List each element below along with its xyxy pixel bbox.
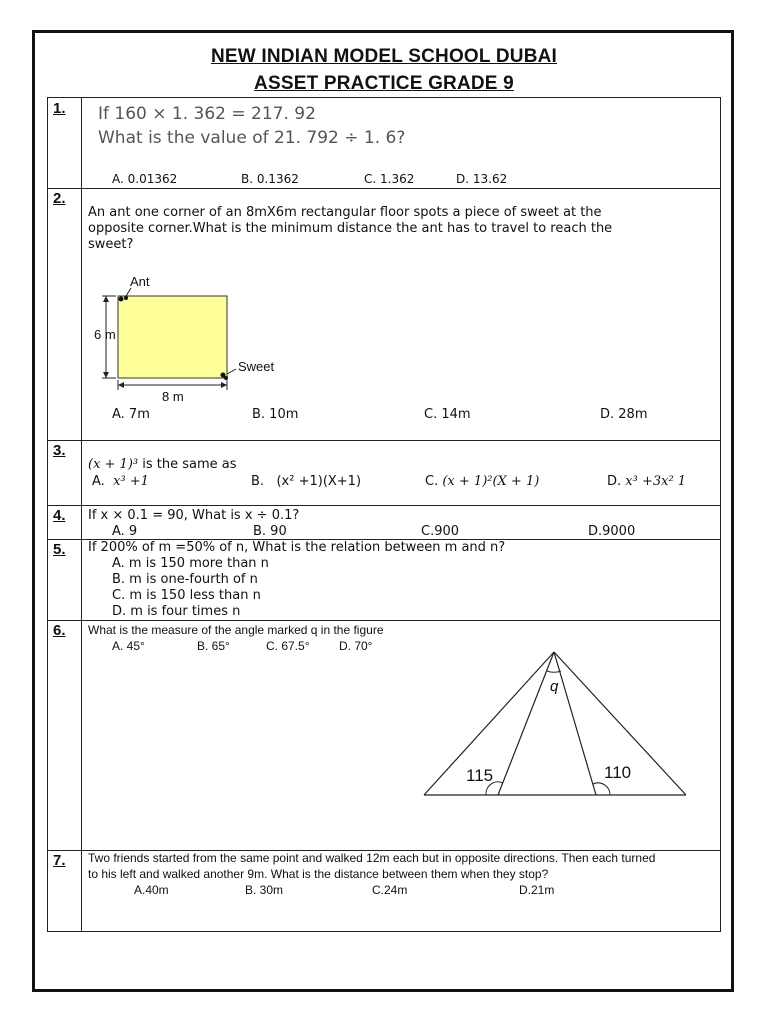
q2-option-a: A. 7m <box>112 407 150 422</box>
q5-option-d: D. m is four times n <box>112 604 241 619</box>
q1-line2: What is the value of 21. 792 ÷ 1. 6? <box>98 128 406 148</box>
q7-option-b: B. 30m <box>245 883 284 897</box>
height-arrow-top <box>103 296 109 302</box>
q3-stem-text: is the same as <box>138 457 237 472</box>
q2-floor-figure <box>90 270 290 405</box>
width-label: 8 m <box>162 389 184 404</box>
q1-option-a: A. 0.01362 <box>112 172 178 186</box>
exam-title: ASSET PRACTICE GRADE 9 <box>254 73 514 94</box>
angle-110-label: 110 <box>604 763 632 782</box>
school-title: NEW INDIAN MODEL SCHOOL DUBAI <box>210 46 558 67</box>
q1-line1: If 160 × 1. 362 = 217. 92 <box>98 104 316 124</box>
q2-text-line2: opposite corner.What is the minimum distance the ant has to travel to reach the <box>88 221 613 236</box>
q2-number: 2. <box>53 190 66 207</box>
q1-option-c: C. 1.362 <box>364 172 415 186</box>
q6-text: What is the measure of the angle marked q in the figure <box>88 623 384 637</box>
q3-option-a: A. x³ +1 <box>92 474 149 489</box>
q5-number: 5. <box>53 541 66 558</box>
ant-label: Ant <box>130 274 150 289</box>
q4-text: If x × 0.1 = 90, What is x ÷ 0.1? <box>88 508 300 523</box>
ant-icon <box>119 297 124 302</box>
q5-option-b: B. m is one-fourth of n <box>112 572 258 587</box>
q5-text: If 200% of m =50% of n, What is the relation between m and n? <box>88 540 506 555</box>
inner-line-right <box>554 652 596 795</box>
q3-option-b: B. (x² +1)(X+1) <box>251 474 362 489</box>
q6-option-d: D. 70° <box>339 639 373 653</box>
q2-text-line1: An ant one corner of an 8mX6m rectangular floor spots a piece of sweet at the <box>88 205 602 220</box>
q3-option-c: C. (x + 1)²(X + 1) <box>425 474 540 489</box>
q3-option-d: D. x³ +3x² 1 <box>607 474 687 489</box>
q2-option-c: C. 14m <box>424 407 471 422</box>
q4-number: 4. <box>53 507 66 524</box>
q1-option-d: D. 13.62 <box>456 172 508 186</box>
height-arrow-bottom <box>103 372 109 378</box>
angle-arc-top <box>547 671 561 672</box>
q4-option-d: D.9000 <box>588 524 636 539</box>
q5-option-c: C. m is 150 less than n <box>112 588 261 603</box>
inner-line-left <box>498 652 554 795</box>
q6-triangle-figure <box>420 645 690 805</box>
q4-option-c: C.900 <box>421 524 460 539</box>
floor-rectangle <box>118 296 227 378</box>
q4-option-b: B. 90 <box>253 524 287 539</box>
q6-option-b: B. 65° <box>197 639 230 653</box>
q2-text-line3: sweet? <box>88 237 134 252</box>
q1-option-b: B. 0.1362 <box>241 172 299 186</box>
q1-number: 1. <box>53 100 66 117</box>
q2-option-d: D. 28m <box>600 407 648 422</box>
q5-option-a: A. m is 150 more than n <box>112 556 269 571</box>
q3-stem <box>88 457 237 472</box>
q6-option-c: C. 67.5° <box>266 639 310 653</box>
q7-text-line1: Two friends started from the same point and walked 12m each but in opposite directions. Then each turned <box>88 851 656 865</box>
sweet-label: Sweet <box>238 359 275 374</box>
q3-stem-expression: (x + 1)³ <box>88 457 139 472</box>
q3-number: 3. <box>53 442 66 459</box>
q7-option-a: A.40m <box>134 883 169 897</box>
q6-option-a: A. 45° <box>112 639 145 653</box>
angle-q-label: q <box>550 678 559 695</box>
q4-option-a: A. 9 <box>112 524 138 539</box>
height-label: 6 m <box>94 327 116 342</box>
q2-option-b: B. 10m <box>252 407 299 422</box>
q7-option-d: D.21m <box>519 883 555 897</box>
angle-115-label: 115 <box>466 766 494 785</box>
q6-number: 6. <box>53 622 66 639</box>
q7-text-line2: to his left and walked another 9m. What is the distance between them when they stop? <box>88 867 549 881</box>
q7-option-c: C.24m <box>372 883 408 897</box>
q7-number: 7. <box>53 852 66 869</box>
